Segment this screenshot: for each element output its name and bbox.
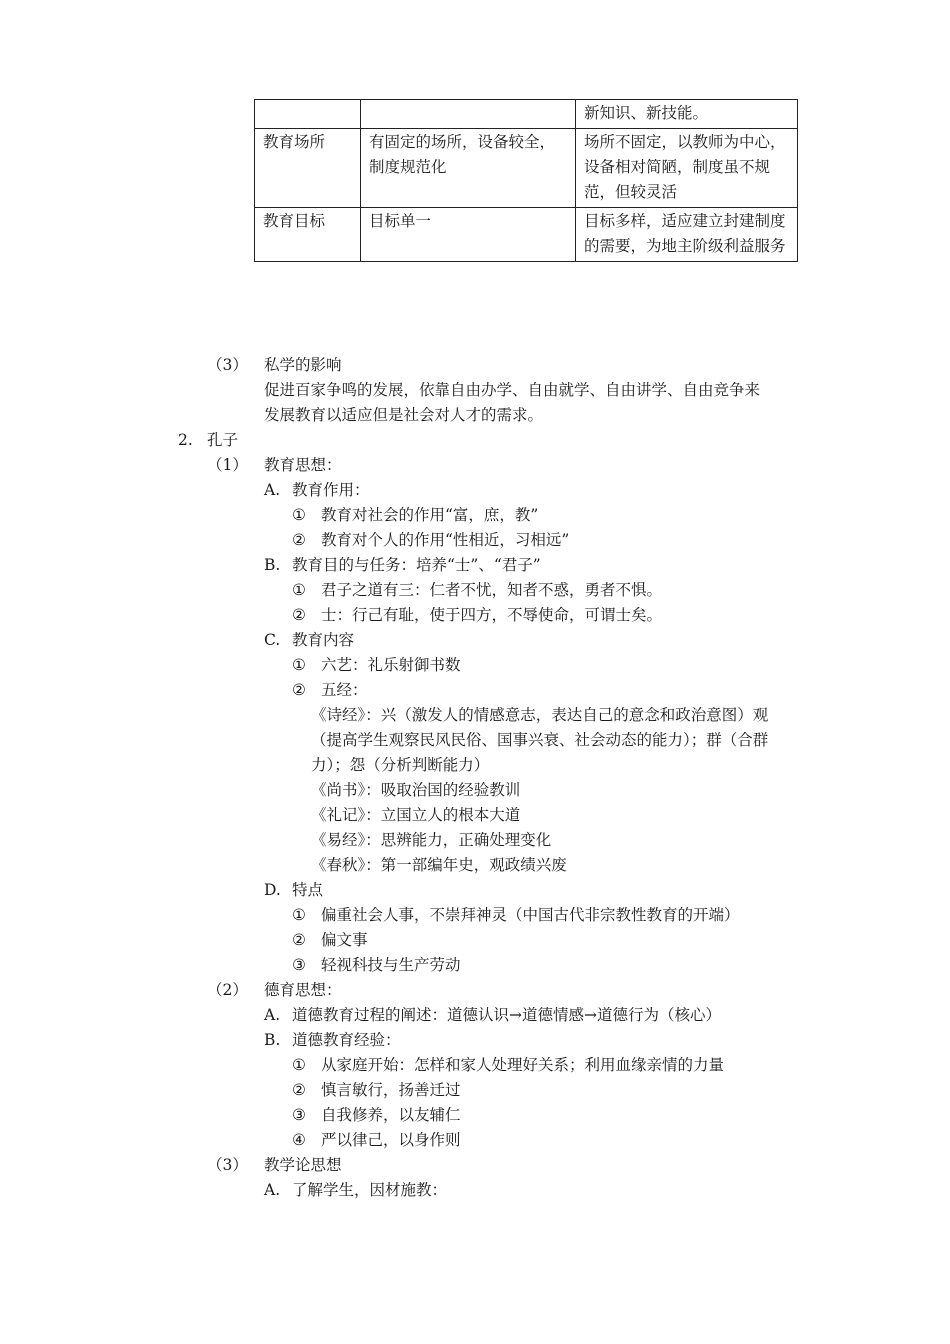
item-letter: C.	[264, 631, 281, 649]
list-item: 君子之道有三：仁者不忧，知者不惑，勇者不惧。	[321, 581, 663, 599]
item-title: 教育目的与任务：培养“士”、“君子”	[292, 556, 541, 574]
list-item: 士：行己有耻，使于四方，不辱使命，可谓士矣。	[321, 606, 663, 624]
item-title: 教育作用：	[292, 481, 370, 499]
list-item: 偏文事	[321, 931, 368, 949]
item-marker: ②	[292, 1081, 306, 1099]
paragraph-line: 《春秋》：第一部编年史，观政绩兴废	[311, 856, 567, 874]
item-marker: ④	[292, 1131, 306, 1149]
list-item: 从家庭开始：怎样和家人处理好关系；利用血缘亲情的力量	[321, 1056, 725, 1074]
table-cell: 教育目标	[255, 208, 361, 262]
item-title: 特点	[292, 881, 324, 899]
section-title: 德育思想：	[264, 981, 342, 999]
item-title: 道德教育经验：	[292, 1031, 401, 1049]
item-letter: A.	[264, 1006, 281, 1024]
item-title: 了解学生，因材施教：	[292, 1181, 448, 1199]
section-number: （2）	[207, 981, 248, 999]
section-number: （3）	[207, 356, 248, 374]
list-item: 轻视科技与生产劳动	[321, 956, 461, 974]
table-cell	[361, 100, 576, 129]
section-title: 私学的影响	[264, 356, 342, 374]
item-marker: ③	[292, 1106, 306, 1124]
heading-number: 2.	[178, 431, 193, 449]
item-marker: ②	[292, 606, 306, 624]
table-cell: 有固定的场所，设备较全，制度规范化	[361, 129, 576, 208]
heading-title: 孔子	[207, 431, 239, 449]
table-cell: 新知识、新技能。	[576, 100, 798, 129]
paragraph-line: （提高学生观察民风民俗、国事兴衰、社会动态的能力）；群（合群	[311, 731, 769, 749]
paragraph-line: 《礼记》：立国立人的根本大道	[311, 806, 521, 824]
item-letter: D.	[264, 881, 281, 899]
list-item: 教育对个人的作用“性相近，习相远”	[321, 531, 570, 549]
list-item: 偏重社会人事，不崇拜神灵（中国古代非宗教性教育的开端）	[321, 906, 740, 924]
item-title: 教育内容	[292, 631, 355, 649]
section-title: 教学论思想	[264, 1156, 342, 1174]
paragraph-line: 发展教育以适应但是社会对人才的需求。	[264, 406, 544, 424]
paragraph-line: 力）；怨（分析判断能力）	[311, 756, 490, 774]
item-marker: ②	[292, 931, 306, 949]
item-letter: B.	[264, 1031, 281, 1049]
item-letter: B.	[264, 556, 281, 574]
section-number: （3）	[207, 1156, 248, 1174]
table-cell: 目标多样，适应建立封建制度的需要，为地主阶级利益服务	[576, 208, 798, 262]
table-cell: 目标单一	[361, 208, 576, 262]
section-number: （1）	[207, 456, 248, 474]
list-item: 慎言敏行，扬善迁过	[321, 1081, 461, 1099]
section-title: 教育思想：	[264, 456, 342, 474]
table-cell	[255, 100, 361, 129]
table-row	[255, 208, 798, 262]
item-marker: ③	[292, 956, 306, 974]
list-item: 自我修养，以友辅仁	[321, 1106, 461, 1124]
list-item: 教育对社会的作用“富，庶，教”	[321, 506, 539, 524]
item-title: 道德教育过程的阐述：道德认识→道德情感→道德行为（核心）	[292, 1006, 721, 1024]
comparison-table	[254, 99, 798, 262]
item-marker: ①	[292, 656, 306, 674]
paragraph-line: 《尚书》：吸取治国的经验教训	[311, 781, 521, 799]
item-letter: A.	[264, 1181, 281, 1199]
item-marker: ①	[292, 581, 306, 599]
list-item: 六艺：礼乐射御书数	[321, 656, 461, 674]
item-marker: ①	[292, 1056, 306, 1074]
table-row	[255, 100, 798, 129]
item-marker: ①	[292, 506, 306, 524]
paragraph-line: 《诗经》：兴（激发人的情感意志，表达自己的意念和政治意图）观	[311, 706, 769, 724]
paragraph-line: 《易经》：思辨能力，正确处理变化	[311, 831, 552, 849]
table-cell: 场所不固定，以教师为中心，设备相对简陋，制度虽不规范，但较灵活	[576, 129, 798, 208]
item-marker: ②	[292, 681, 306, 699]
paragraph-line: 促进百家争鸣的发展，依靠自由办学、自由就学、自由讲学、自由竞争来	[264, 381, 761, 399]
item-marker: ①	[292, 906, 306, 924]
table-cell: 教育场所	[255, 129, 361, 208]
item-marker: ②	[292, 531, 306, 549]
list-item: 严以律己，以身作则	[321, 1131, 461, 1149]
item-letter: A.	[264, 481, 281, 499]
table-row	[255, 129, 798, 208]
list-item: 五经：	[321, 681, 368, 699]
